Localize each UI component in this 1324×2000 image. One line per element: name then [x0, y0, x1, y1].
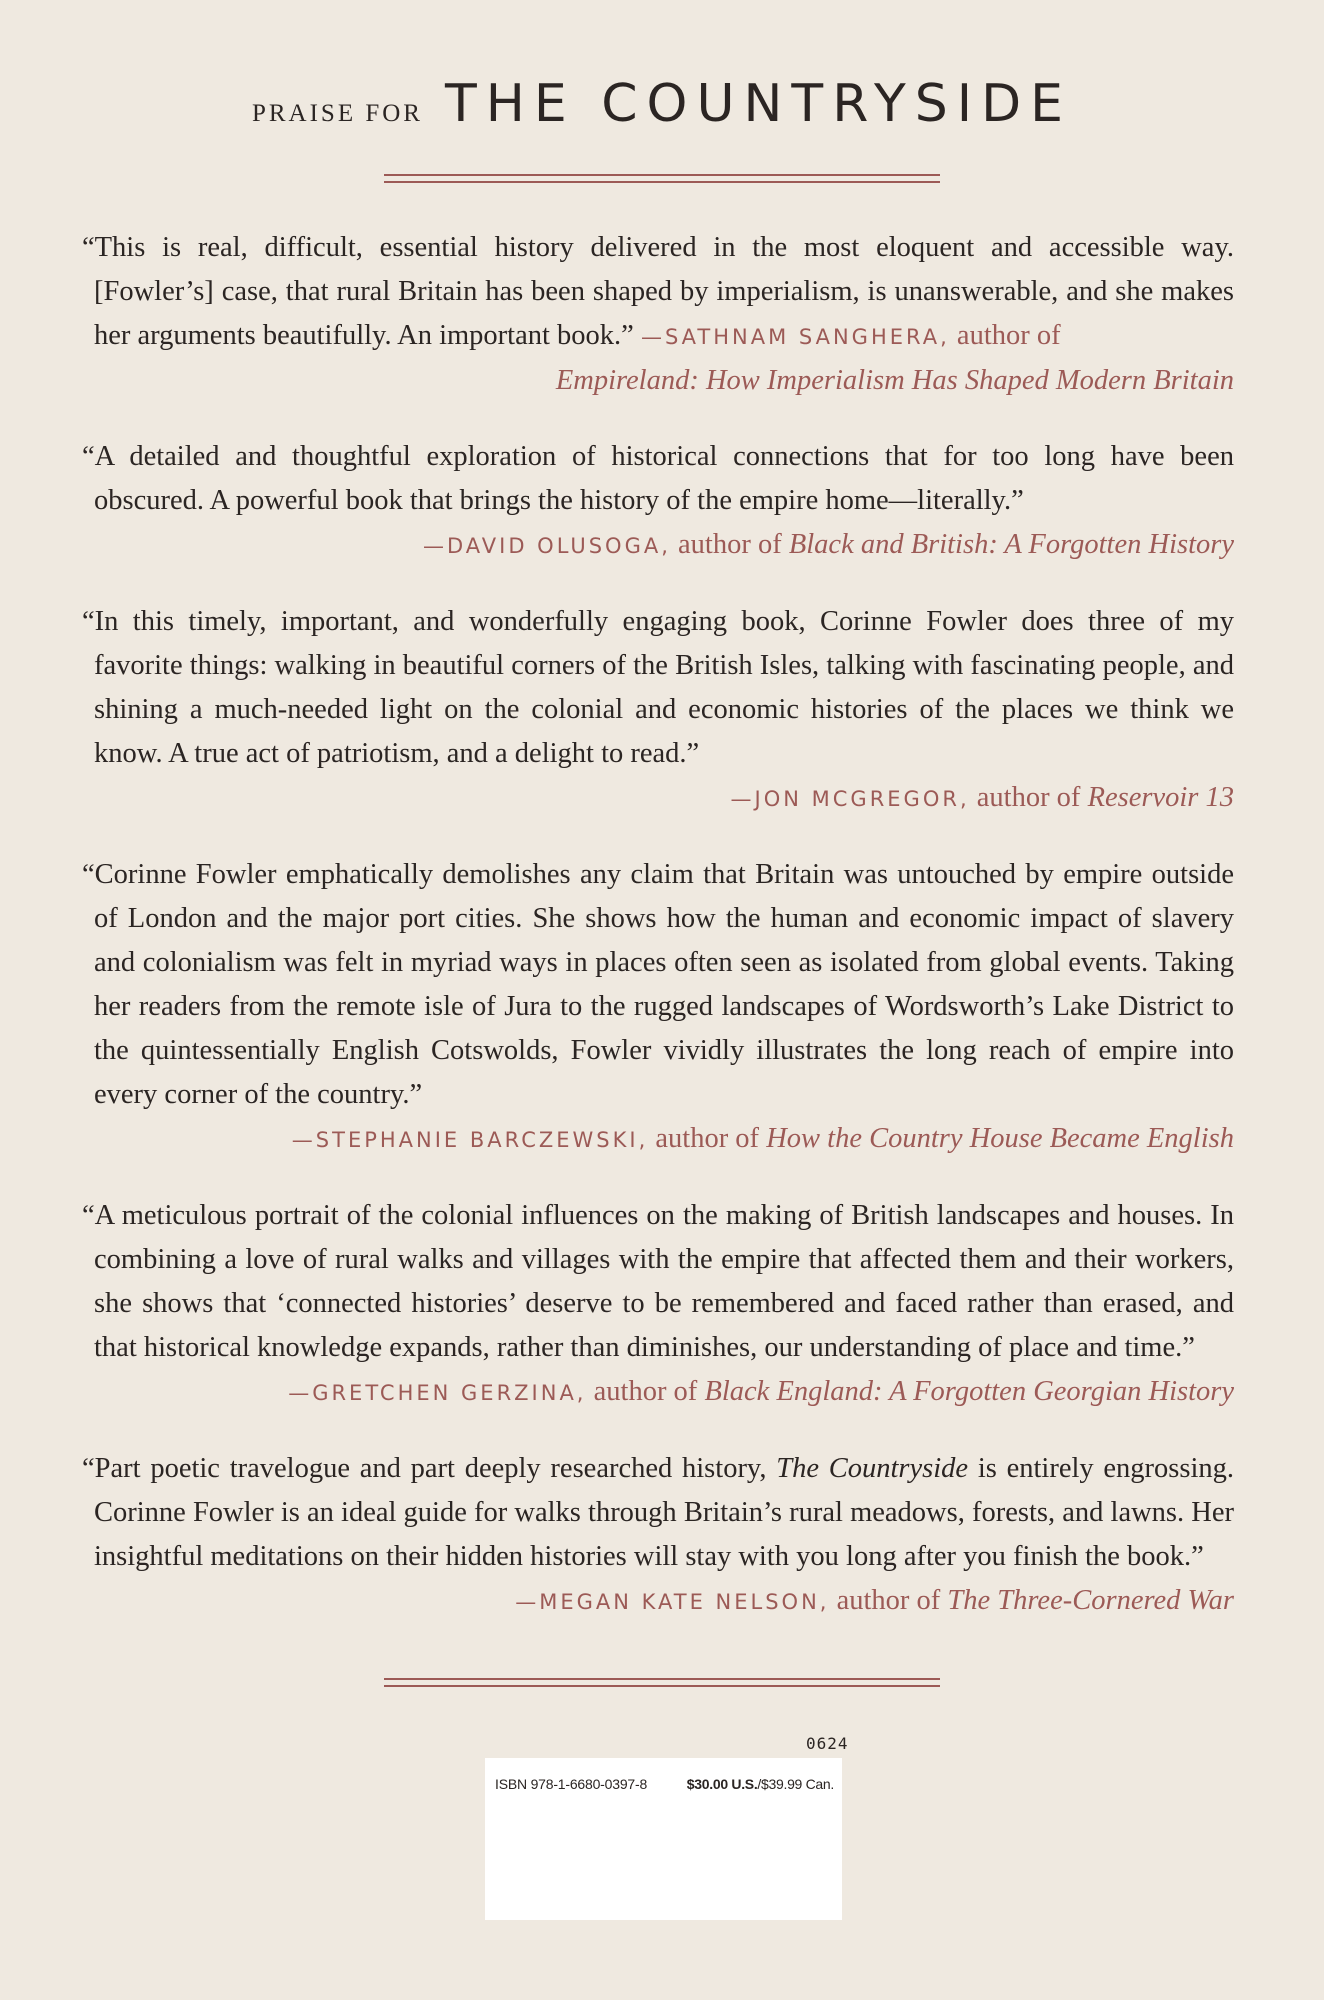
blurb-attribution [94, 776, 1234, 821]
blurb-author-of: author of [956, 320, 1061, 351]
blurb [82, 853, 1234, 1162]
blurb-author-of: author of [678, 529, 782, 560]
blurb-author-name: —STEPHANIE BARCZEWSKI, [291, 1128, 649, 1152]
barcode-area [485, 1758, 842, 1920]
blurb-author-of: author of [593, 1376, 698, 1407]
blurb-attribution [94, 1370, 1234, 1415]
blurb-book-title: The Countryside [776, 1453, 969, 1484]
blurb-text: “In this timely, important, and wonderfully engaging book, Corinne Fowler does three of my favorite things: walking in beautiful corners of the British Isles, talking with fascinating people, and shining a much-needed light on the colonial and economic histories of the places we think we know. A true act of patriotism, and a delight to read.” [82, 606, 1234, 769]
blurb-work-title: Reservoir 13 [1087, 782, 1234, 813]
header [0, 74, 1324, 134]
bottom-divider [384, 1678, 940, 1687]
price-separator: / [757, 1776, 762, 1792]
price-us: $30.00 U.S. [686, 1776, 758, 1792]
blurb-text: “Part poetic travelogue and part deeply researched history, [82, 1453, 767, 1484]
price-code: 0624 [806, 1734, 849, 1753]
blurb [82, 1447, 1235, 1616]
blurb [82, 435, 1234, 568]
blurb-work-title: Empireland: How Imperialism Has Shaped Modern Britain [555, 365, 1234, 396]
top-divider [384, 174, 940, 183]
blurb-author-name: —GRETCHEN GERZINA, [288, 1381, 587, 1405]
blurb-author-name: —MEGAN KATE NELSON, [515, 1590, 830, 1614]
blurb-text: “A meticulous portrait of the colonial influences on the making of British landscapes and houses. In combining a love of rural walks and villages with the empire that affected them and their workers, she shows that ‘connected histories’ deserve to be remembered and faced rather than erased, and that historical knowledge expands, rather than diminishes, our understanding of place and time.” [82, 1200, 1234, 1363]
blurbs [82, 226, 1234, 1624]
blurb-attribution [515, 1579, 1234, 1624]
blurb-author-name: —DAVID OLUSOGA, [422, 534, 671, 558]
blurb-author-of: author of [655, 1123, 760, 1154]
isbn-label: ISBN 978-1-6680-0397-8 [495, 1776, 648, 1792]
blurb-text: is entirely engrossing. Corinne Fowler is an ideal guide for walks through Britain’s rural meadows, forests, and lawns. Her insightful meditations on their hidden histories will stay with you long after you finish the book.” [94, 1453, 1235, 1572]
price-label [687, 1776, 834, 1792]
blurb-attribution [94, 1117, 1234, 1162]
blurb-author-of: author of [976, 782, 1081, 813]
blurb-author-name: —JON MCGREGOR, [730, 787, 970, 811]
blurb [82, 226, 1234, 403]
blurb-text: “A detailed and thoughtful exploration of historical connections that for too long have been obscured. A powerful book that brings the history of the empire home—literally.” [82, 441, 1234, 516]
price-can: $39.99 Can. [761, 1776, 834, 1792]
blurb-text: “This is real, difficult, essential history delivered in the most eloquent and accessible way. [Fowler’s] case, that rural Britain has been shaped by imperialism, is unanswerable, and she makes her arguments beautifully. An important book.” [82, 232, 1234, 351]
blurb-work-title: The Three-Cornered War [947, 1585, 1234, 1616]
book-title: THE COUNTRYSIDE [444, 74, 1073, 134]
blurb-text: “Corinne Fowler emphatically demolishes any claim that Britain was untouched by empire outside of London and the major port cities. She shows how the human and economic impact of slavery and colonialism was felt in myriad ways in places often seen as isolated from global events. Taking her readers from the remote isle of Jura to the rugged landscapes of Wordsworth’s Lake District to the quintessentially English Cotswolds, Fowler vividly illustrates the long reach of empire into every corner of the country.” [82, 859, 1234, 1110]
praise-for-label: PRAISE FOR [251, 100, 423, 127]
blurb-work-title: Black and British: A Forgotten History [788, 529, 1234, 560]
blurb-author-name: —SATHNAM SANGHERA, [640, 325, 950, 349]
blurb-work-title: How the Country House Became English [766, 1123, 1234, 1154]
blurb [82, 1194, 1234, 1415]
blurb-author-of: author of [836, 1585, 941, 1616]
blurb-work-title: Black England: A Forgotten Georgian History [704, 1376, 1234, 1407]
blurb-attribution [94, 523, 1234, 568]
blurb [82, 600, 1234, 821]
blurb-attribution [94, 359, 1234, 403]
